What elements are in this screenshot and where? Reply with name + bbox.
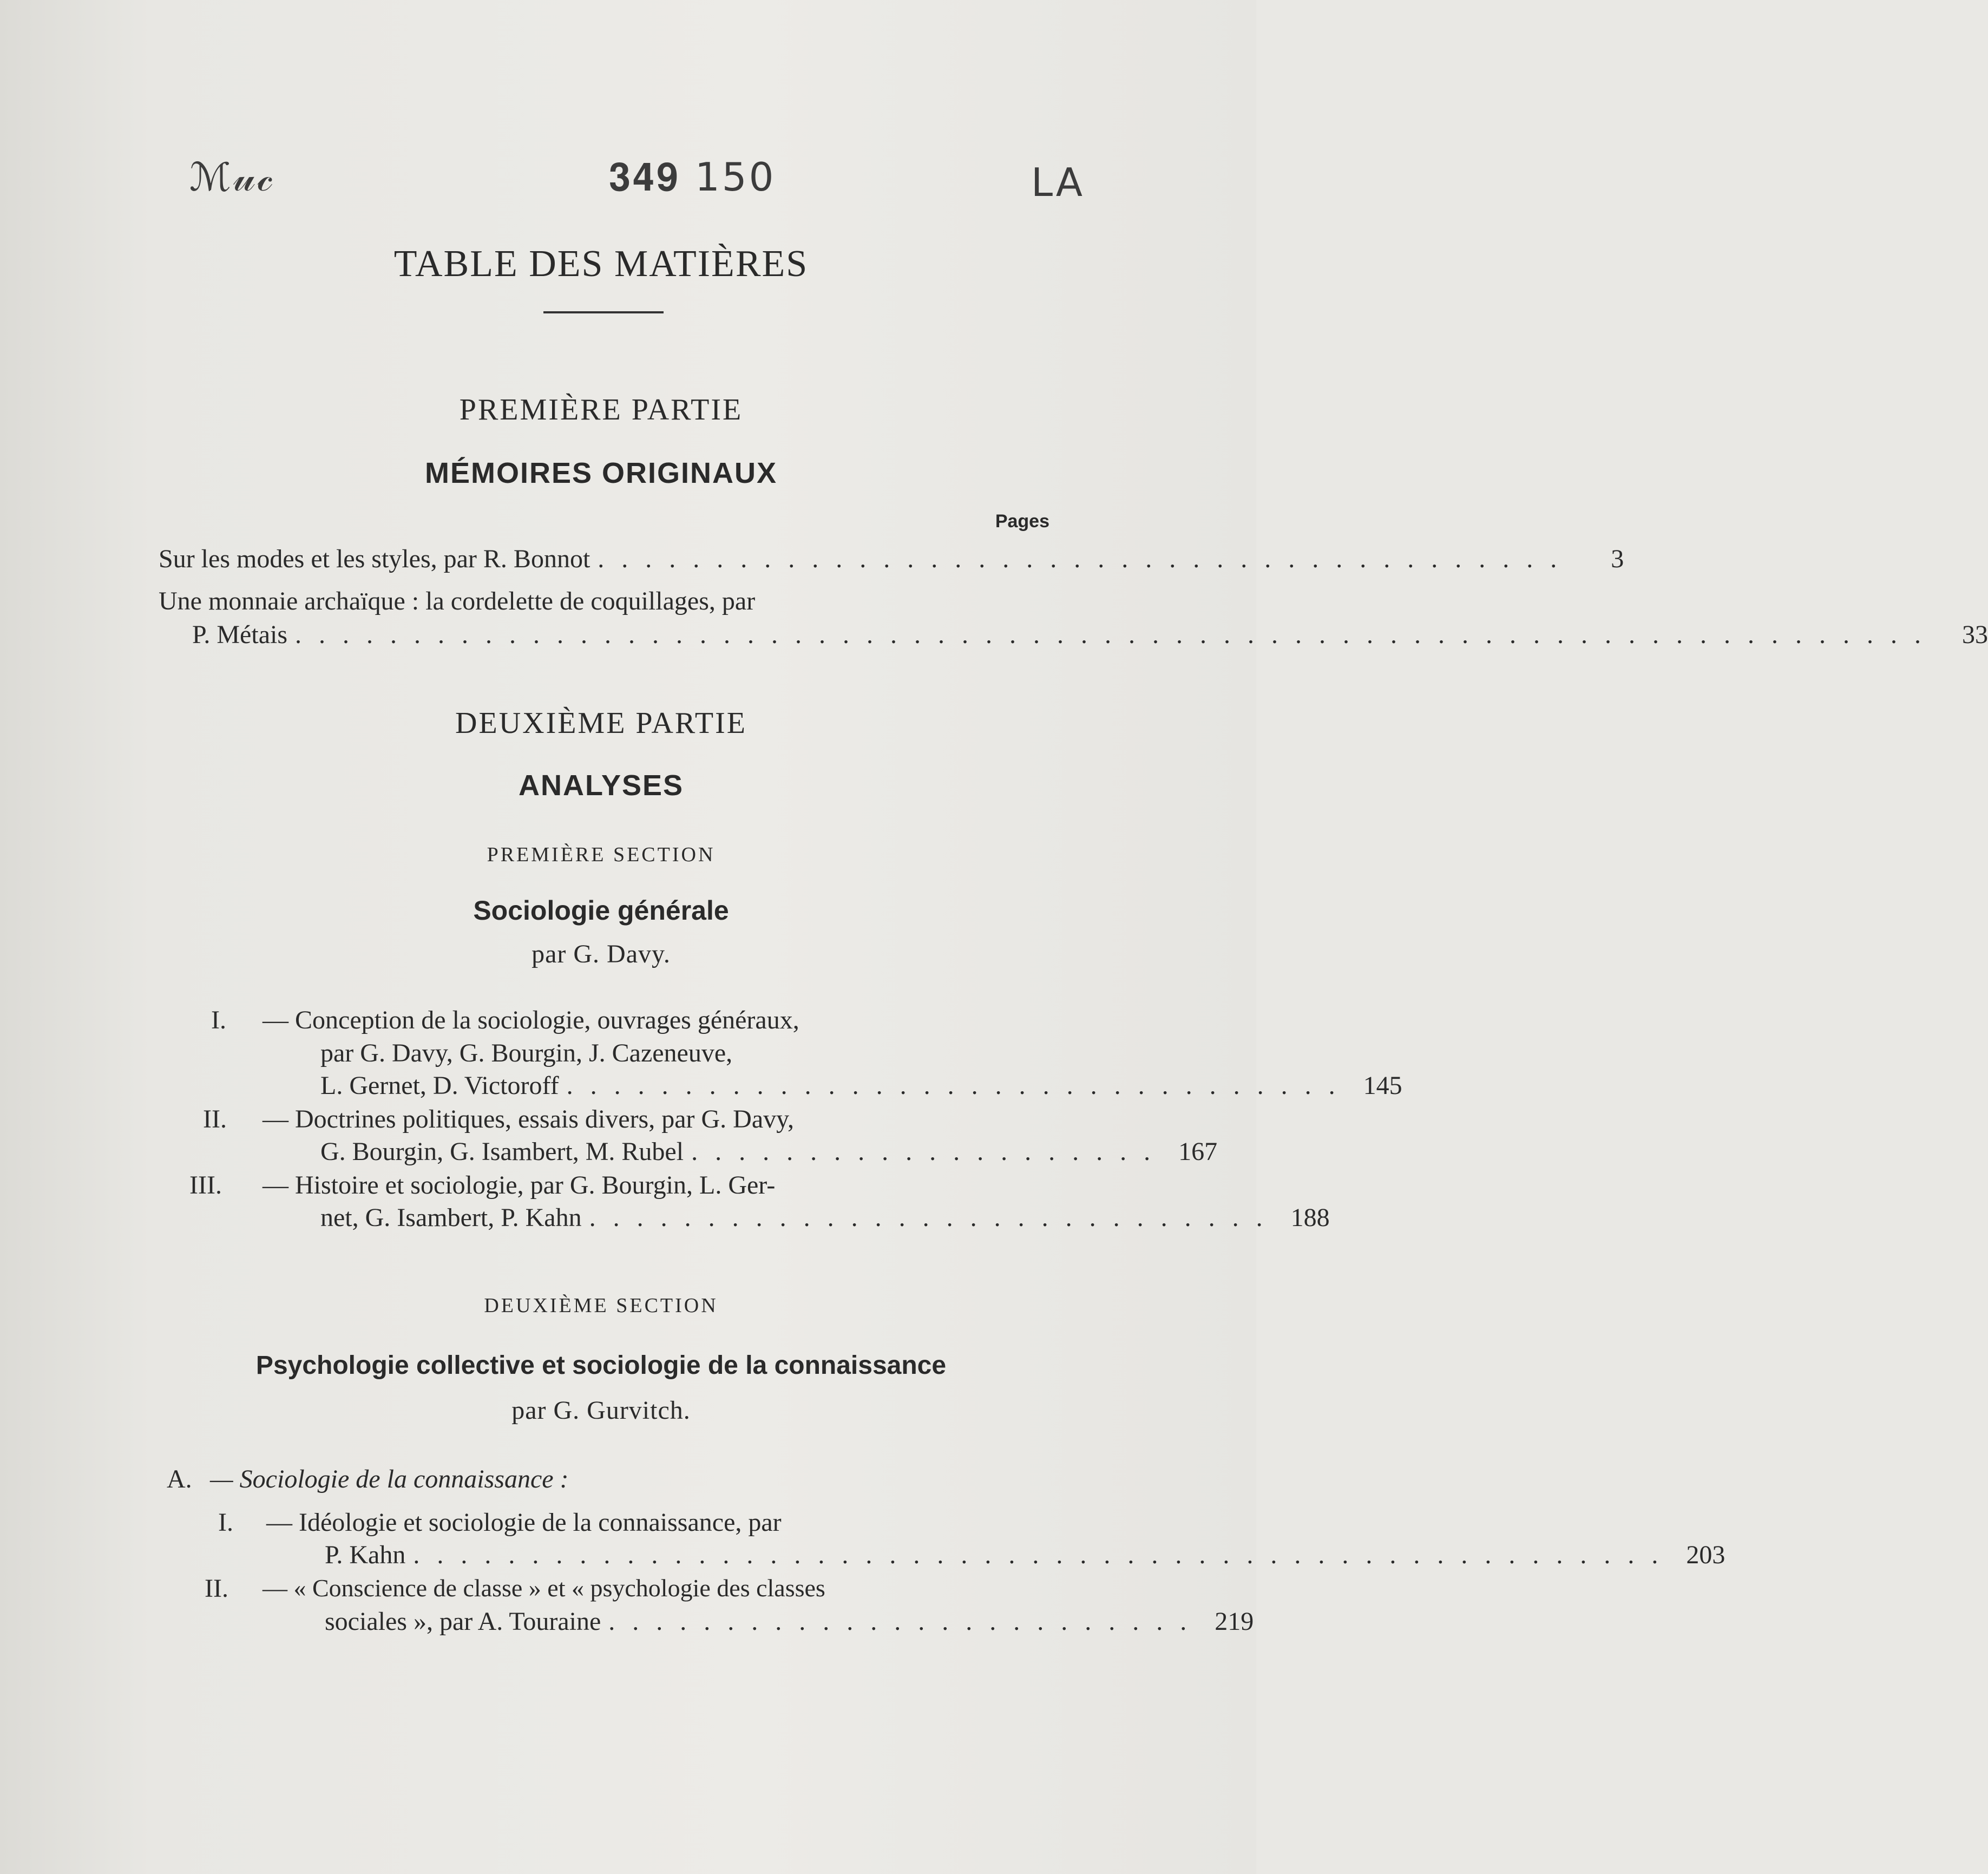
entry-number: II. [205,1574,228,1603]
leader-dots: . . . . . . . . . . . . . . . . . . . . . . . . . [608,1607,1192,1636]
section2-editor: par G. Gurvitch. [511,1396,691,1425]
leader-dots: . . . . . . . . . . . . . . . . . . . . . . . . . . . . . . . . . . . . . . . . . . . . . . . . . . . . . . . . . . . . . . . . . . . . . [295,620,1927,649]
entry-number: I. [211,1006,226,1034]
pages-column-label: Pages [995,511,1049,532]
section2-label: DEUXIÈME SECTION [484,1294,718,1317]
part1-heading: PREMIÈRE PARTIE [459,393,743,427]
leader-dots: . . . . . . . . . . . . . . . . . . . . [691,1137,1156,1166]
toc-entry-text: — Idéologie et sociologie de la connaissance, par [266,1508,782,1537]
toc-entry-text: — Doctrines politiques, essais divers, par G. Davy, [263,1105,795,1133]
subsection-letter: A. [167,1465,192,1493]
toc-entry-page: 188 [1290,1203,1330,1232]
handwritten-note-right: LA [1031,160,1085,205]
section1-editor: par G. Davy. [532,940,671,968]
leader-dots: . . . . . . . . . . . . . . . . . . . . . . . . . . . . . . . . . [566,1071,1341,1100]
toc-entry-page: 219 [1215,1607,1254,1636]
part1-subheading: MÉMOIRES ORIGINAUX [424,457,778,489]
entry-number: I. [218,1508,233,1537]
section2-title: Psychologie collective et sociologie de la connaissance [255,1351,947,1380]
toc-entry[interactable] [320,1071,1402,1100]
toc-entry-text: Sur les modes et les styles, par R. Bonnot [159,545,591,573]
toc-entry-author: P. Kahn [325,1541,406,1569]
toc-entry-text: — Conception de la sociologie, ouvrages généraux, [263,1006,799,1034]
toc-entry[interactable] [320,1137,1218,1167]
leader-dots: . . . . . . . . . . . . . . . . . . . . . . . . . . . . . [589,1203,1268,1232]
subsection-title: — Sociologie de la connaissance : [210,1465,569,1493]
leader-dots: . . . . . . . . . . . . . . . . . . . . . . . . . . . . . . . . . . . . . . . . . . . . . . . . . . . . . [413,1541,1664,1569]
toc-entry-page: 203 [1686,1541,1725,1569]
toc-entry-authors: G. Bourgin, G. Isambert, M. Rubel [320,1137,684,1166]
toc-entry-page: 33 [1962,620,1988,649]
toc-entry-text: — « Conscience de classe » et « psychologie des classes [263,1574,825,1602]
handwritten-note-middle: 𝟑𝟒𝟗 150 [609,154,776,200]
toc-entry-authors: sociales », par A. Touraine [325,1607,601,1636]
section1-title: Sociologie générale [473,895,729,926]
section1-label: PREMIÈRE SECTION [487,843,716,866]
entry-number: III. [189,1171,222,1200]
toc-entry[interactable] [159,544,1624,574]
handwritten-note-left: ℳ𝓊𝒸 [189,154,275,200]
toc-entry-authors: net, G. Isambert, P. Kahn [320,1203,582,1232]
toc-entry[interactable] [192,620,1988,650]
entry-number: II. [203,1105,227,1133]
toc-entry[interactable] [325,1607,1254,1636]
toc-entry-author: P. Métais [192,620,288,649]
toc-entry-text: par G. Davy, G. Bourgin, J. Cazeneuve, [320,1039,733,1067]
toc-entry[interactable] [325,1540,1725,1570]
title-divider [543,311,664,313]
toc-entry-page: 145 [1363,1071,1402,1100]
toc-entry-text: — Histoire et sociologie, par G. Bourgin, L. Ger- [263,1171,776,1200]
page-title: TABLE DES MATIÈRES [393,243,809,285]
toc-entry[interactable] [320,1203,1330,1233]
part2-subheading: ANALYSES [518,769,684,802]
toc-entry-page: 167 [1178,1137,1218,1166]
toc-entry-text: Une monnaie archaïque : la cordelette de coquillages, par [159,587,756,615]
toc-entry-page: 3 [1611,545,1624,573]
toc-entry-authors: L. Gernet, D. Victoroff [320,1071,559,1100]
part2-heading: DEUXIÈME PARTIE [455,706,747,740]
leader-dots: . . . . . . . . . . . . . . . . . . . . . . . . . . . . . . . . . . . . . . . . . [598,545,1563,573]
